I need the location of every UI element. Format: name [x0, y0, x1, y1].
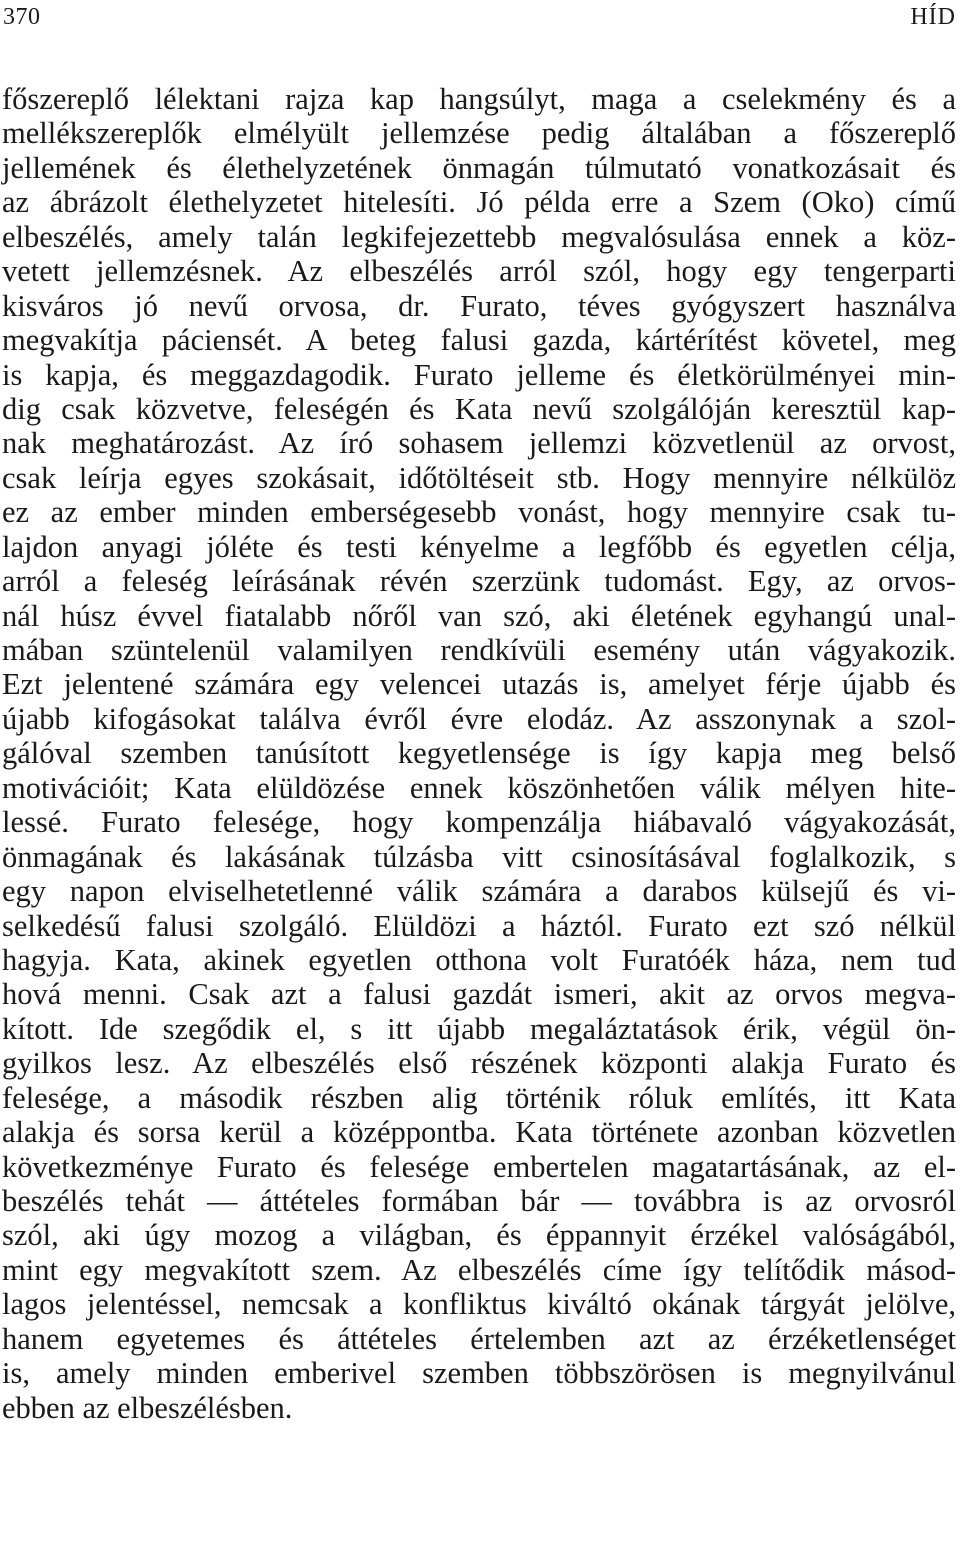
- text-line: lessé. Furato felesége, hogy kompenzálja hiábavaló vágyakozását,: [2, 805, 956, 840]
- text-line: gálóval szemben tanúsított kegyetlensége is így kapja meg belső: [2, 736, 956, 771]
- text-line: dig csak közvetve, feleségén és Kata nevű szolgálóján keresztül kap-: [2, 391, 956, 426]
- text-line: selkedésű falusi szolgáló. Elüldözi a háztól. Furato ezt szó nélkül: [2, 908, 956, 943]
- text-line: Ezt jelentené számára egy velencei utazás is, amelyet férje újabb és: [2, 667, 956, 702]
- text-line: vetett jellemzésnek. Az elbeszélés arról szól, hogy egy tengerparti: [2, 254, 956, 289]
- text-line: ez az ember minden emberségesebb vonást, hogy mennyire csak tu-: [2, 495, 956, 530]
- text-line: újabb kifogásokat találva évről évre elodáz. Az asszonynak a szol-: [2, 701, 956, 736]
- text-line: kisváros jó nevű orvosa, dr. Furato, téves gyógyszert használva: [2, 288, 956, 323]
- text-line: mellékszereplők elmélyült jellemzése pedig általában a főszereplő: [2, 116, 956, 151]
- text-line: lajdon anyagi jóléte és testi kényelme a legfőbb és egyetlen célja,: [2, 529, 956, 564]
- text-line: csak leírja egyes szokásait, időtöltéseit stb. Hogy mennyire nélkülöz: [2, 460, 956, 495]
- text-line: kított. Ide szegődik el, s itt újabb megaláztatások érik, végül ön-: [2, 1011, 956, 1046]
- text-line: elbeszélés, amely talán legkifejezettebb megvalósulása ennek a köz-: [2, 219, 956, 254]
- text-line: motivációit; Kata elüldözése ennek köszönhetően válik mélyen hite-: [2, 770, 956, 805]
- text-line: alakja és sorsa kerül a középpontba. Kata története azonban közvetlen: [2, 1115, 956, 1150]
- text-line: arról a feleség leírásának révén szerzünk tudomást. Egy, az orvos-: [2, 564, 956, 599]
- text-line: hová menni. Csak azt a falusi gazdát ismeri, akit az orvos megva-: [2, 977, 956, 1012]
- text-line: felesége, a második részben alig történik róluk említés, itt Kata: [2, 1080, 956, 1115]
- text-line: hanem egyetemes és áttételes értelemben azt az érzéketlenséget: [2, 1321, 956, 1356]
- text-line: gyilkos lesz. Az elbeszélés első részének központi alakja Furato és: [2, 1046, 956, 1081]
- text-line: nál húsz évvel fiatalabb nőről van szó, aki életének egyhangú unal-: [2, 598, 956, 633]
- text-line: mában szüntelenül valamilyen rendkívüli esemény után vágyakozik.: [2, 633, 956, 667]
- text-line: következménye Furato és felesége embertelen magatartásának, az el-: [2, 1149, 956, 1184]
- text-line: megvakítja páciensét. A beteg falusi gazda, kártérítést követel, meg: [2, 323, 956, 358]
- text-line: mint egy megvakított szem. Az elbeszélés címe így telítődik másod-: [2, 1252, 956, 1287]
- text-line: nak meghatározást. Az író sohasem jellemzi közvetlenül az orvost,: [2, 426, 956, 461]
- running-head: HÍD: [910, 4, 956, 30]
- text-line: is kapja, és meggazdagodik. Furato jelleme és életkörülményei min-: [2, 357, 956, 392]
- text-line: önmagának és lakásának túlzásba vitt csinosításával foglalkozik, s: [2, 839, 956, 874]
- text-line: lagos jelentéssel, nemcsak a konfliktus kiváltó okának tárgyát jelölve,: [2, 1287, 956, 1322]
- text-line: főszereplő lélektani rajza kap hangsúlyt, maga a cselekmény és a: [2, 82, 956, 116]
- text-line: az ábrázolt élethelyzetet hitelesíti. Jó példa erre a Szem (Oko) című: [2, 185, 956, 220]
- text-line: hagyja. Kata, akinek egyetlen otthona volt Furatóék háza, nem tud: [2, 942, 956, 977]
- text-line: egy napon elviselhetetlenné válik számára a darabos külsejű és vi-: [2, 874, 956, 909]
- text-line: is, amely minden emberivel szemben többszörösen is megnyilvánul: [2, 1356, 956, 1391]
- page-number: 370: [3, 4, 41, 30]
- text-line: ebben az elbeszélésben.: [2, 1390, 293, 1425]
- text-line: beszélés tehát — áttételes formában bár — továbbra is az orvosról: [2, 1184, 956, 1218]
- text-line: jellemének és élethelyzetének önmagán túlmutató vonatkozásait és: [2, 150, 956, 185]
- text-line: szól, aki úgy mozog a világban, és éppannyit érzékel valóságából,: [2, 1218, 956, 1253]
- body-paragraph: [2, 82, 956, 1425]
- page-header: [3, 4, 956, 34]
